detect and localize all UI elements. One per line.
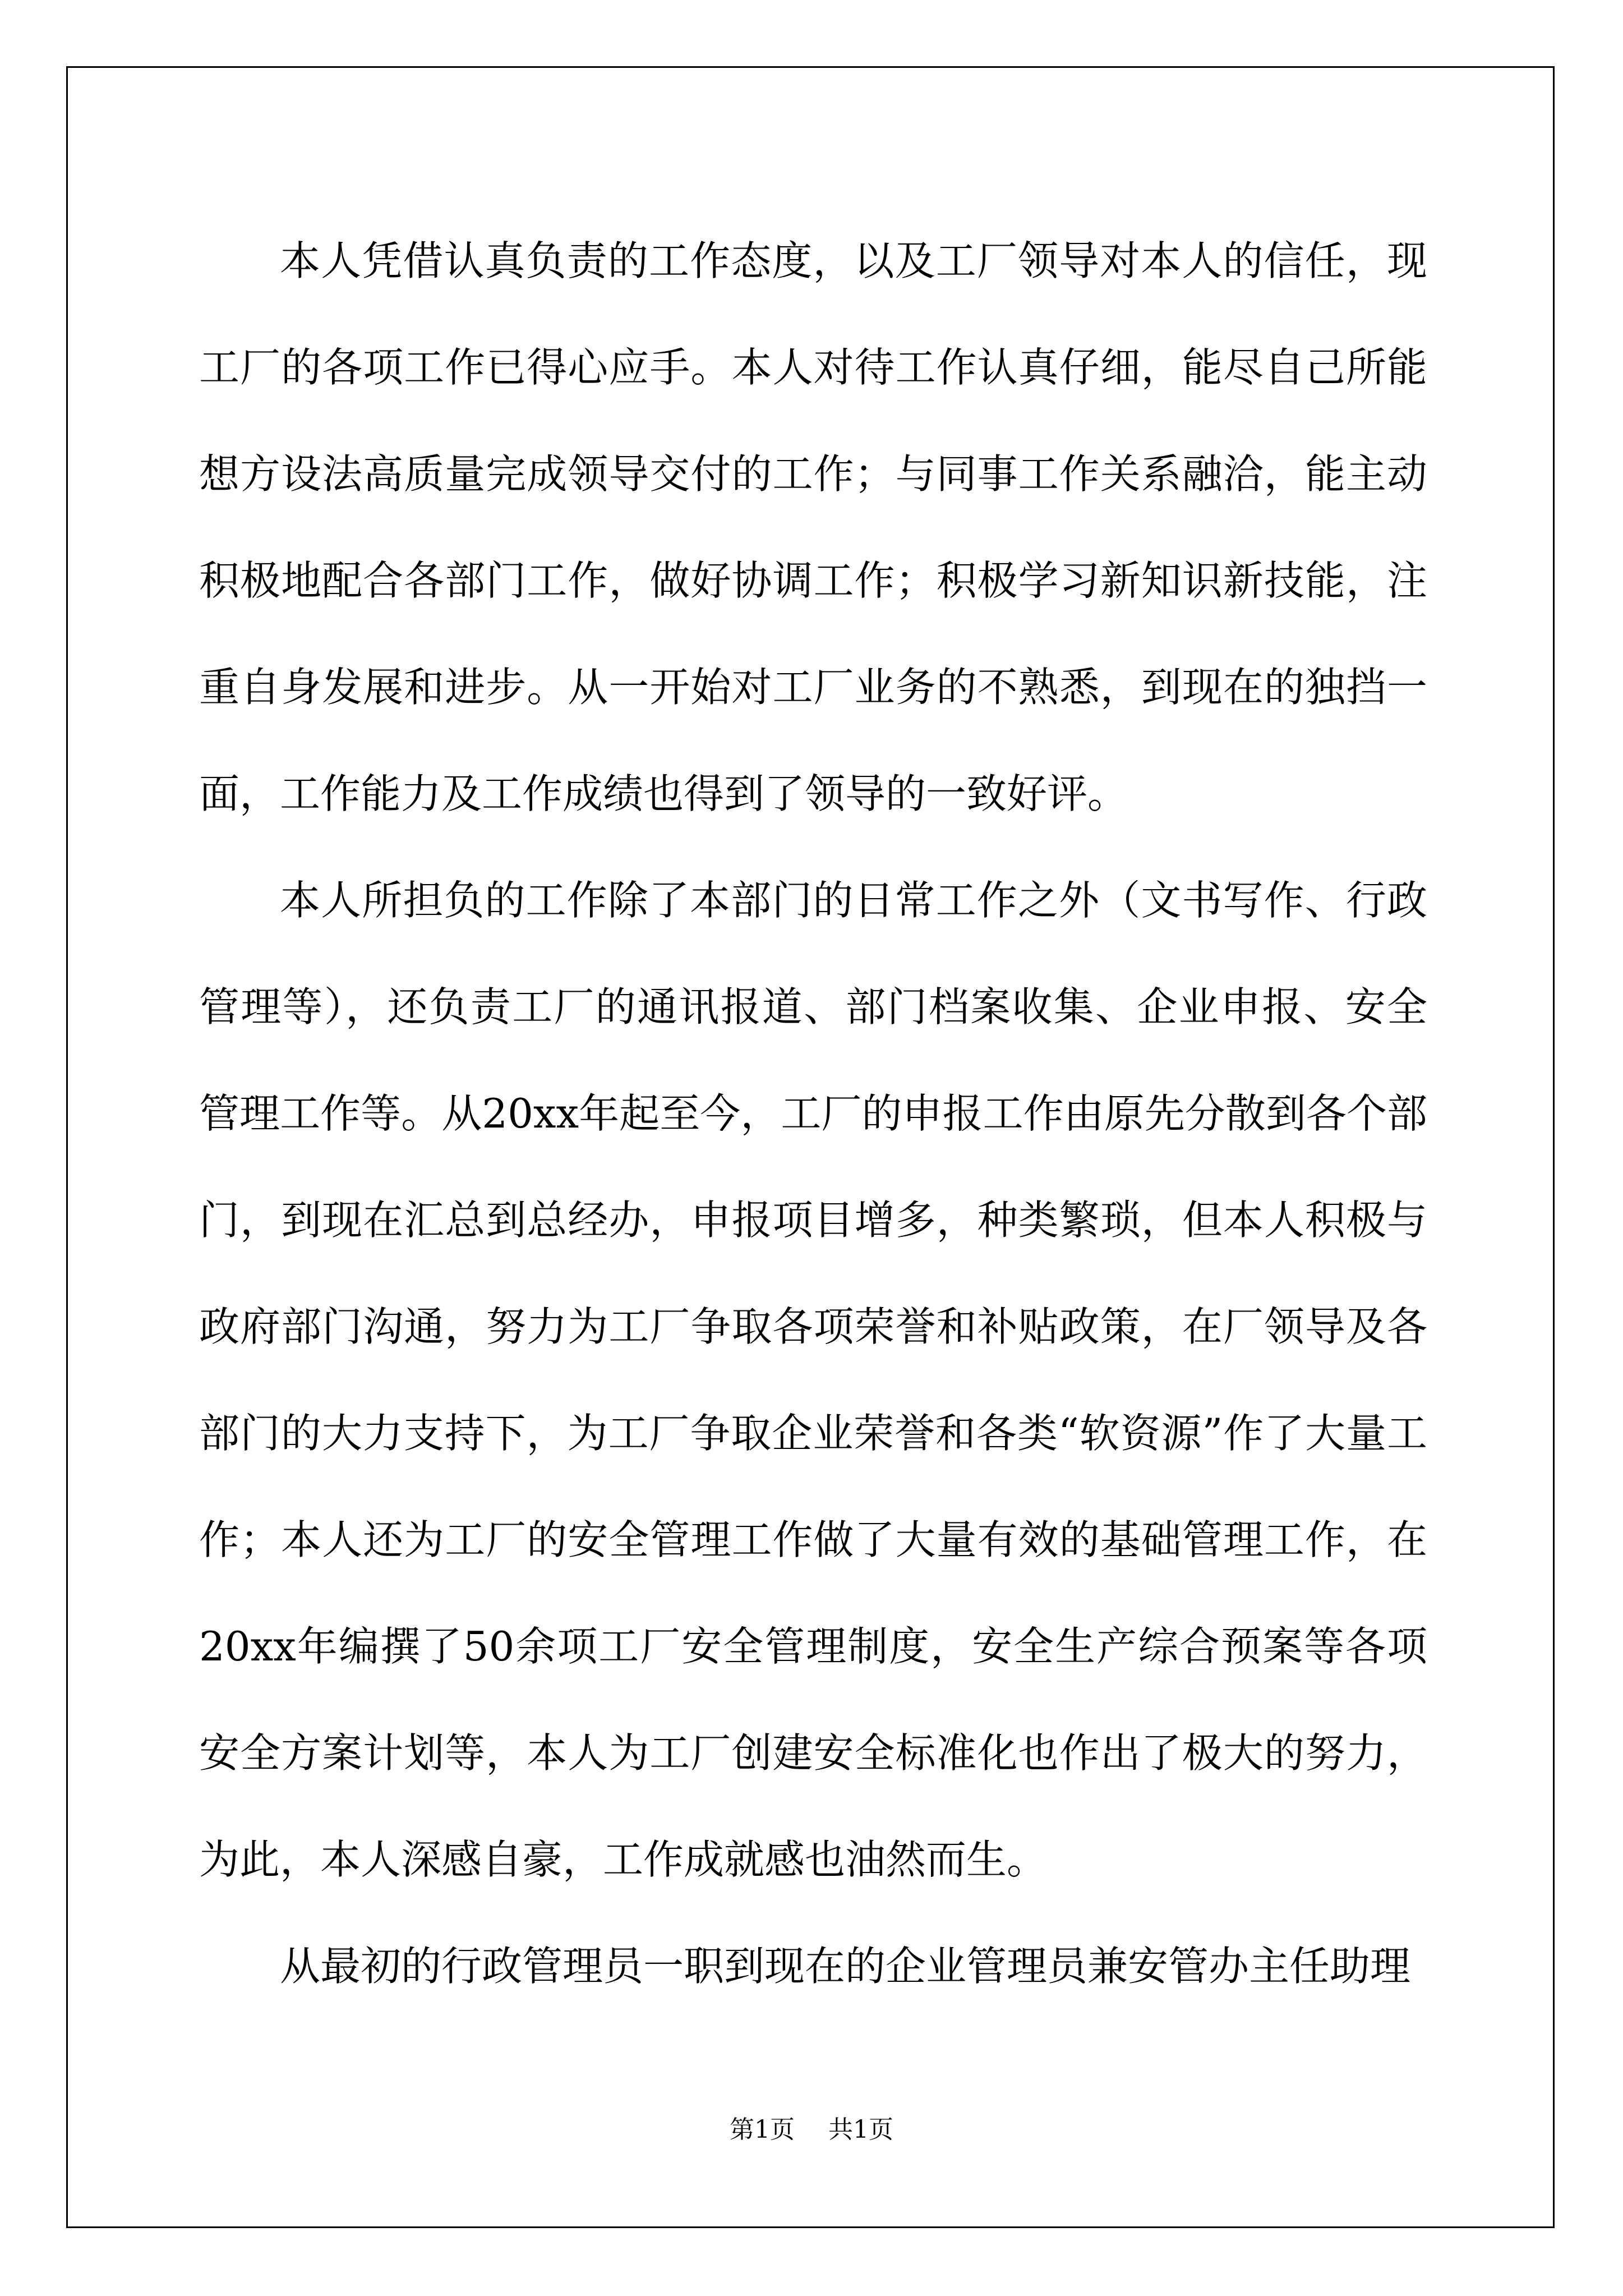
paragraph-1: 本人凭借认真负责的工作态度，以及工厂领导对本人的信任，现工厂的各项工作已得心应手。本人对待工作认真仔细，能尽自己所能想方设法高质量完成领导交付的工作；与同事工作关系融洽，能主动积极地配合各部门工作，做好协调工作；积极学习新知识新技能，注重自身发展和进步。从一开始对工厂业务的不熟悉，到现在的独挡一面，工作能力及工作成绩也得到了领导的一致好评。 [199,237,1427,817]
paragraph-2: 本人所担负的工作除了本部门的日常工作之外（文书写作、行政管理等），还负责工厂的通讯报道、部门档案收集、企业申报、安全管理工作等。从20xx年起至今，工厂的申报工作由原先分散到各个部门，到现在汇总到总经办，申报项目增多，种类繁琐，但本人积极与政府部门沟通，努力为工厂争取各项荣誉和补贴政策，在厂领导及各部门的大力支持下，为工厂争取企业荣誉和各类“软资源”作了大量工作；本人还为工厂的安全管理工作做了大量有效的基础管理工作，在20xx年编撰了50余项工厂安全管理制度，安全生产综合预案等各项安全方案计划等，本人为工厂创建安全标准化也作出了极大的努力，为此，本人深感自豪，工作成就感也油然而生。 [199,877,1427,1883]
paragraph-3: 从最初的行政管理员一职到现在的企业管理员兼安管办主任助理 [280,1943,1411,1990]
page-footer [0,2109,1623,2145]
document-body [199,208,1427,2019]
page-number: 第1页 [730,2115,795,2144]
page-total: 共1页 [828,2115,893,2144]
